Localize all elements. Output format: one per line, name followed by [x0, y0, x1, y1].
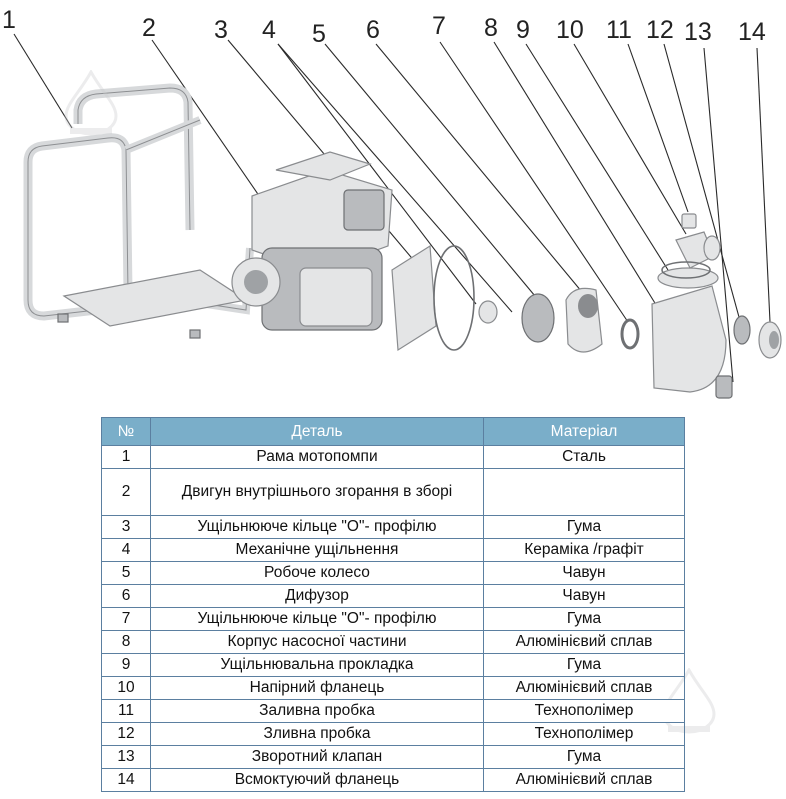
callout-13: 13 — [684, 18, 712, 46]
cell-number: 2 — [102, 469, 151, 516]
cell-material: Чавун — [484, 585, 685, 608]
part-o-ring-3 — [392, 246, 474, 350]
table-row — [102, 677, 685, 700]
cell-material: Технополімер — [484, 723, 685, 746]
part-suction-flange-14 — [759, 322, 781, 358]
callout-numbers — [2, 6, 766, 48]
cell-material — [484, 469, 685, 516]
cell-part: Напірний фланець — [151, 677, 484, 700]
cell-material: Чавун — [484, 562, 685, 585]
table-row — [102, 608, 685, 631]
cell-part: Заливна пробка — [151, 700, 484, 723]
callout-7: 7 — [432, 12, 446, 40]
cell-part: Механічне ущільнення — [151, 539, 484, 562]
table-row — [102, 631, 685, 654]
cell-material: Алюмінієвий сплав — [484, 769, 685, 792]
part-diffuser-6 — [566, 288, 602, 352]
cell-material: Сталь — [484, 446, 685, 469]
callout-8: 8 — [484, 14, 498, 42]
cell-part: Ущільнювальна прокладка — [151, 654, 484, 677]
cell-number: 13 — [102, 746, 151, 769]
table-row — [102, 562, 685, 585]
table-row — [102, 539, 685, 562]
cell-material: Гума — [484, 746, 685, 769]
part-engine — [232, 152, 392, 330]
cell-material: Кераміка /графіт — [484, 539, 685, 562]
table-row — [102, 516, 685, 539]
cell-number: 3 — [102, 516, 151, 539]
header-part: Деталь — [151, 418, 484, 446]
cell-part: Зворотний клапан — [151, 746, 484, 769]
watermark-drop-icon — [62, 70, 120, 136]
cell-number: 14 — [102, 769, 151, 792]
cell-part: Ущільнююче кільце "О"- профілю — [151, 516, 484, 539]
cell-part: Всмоктуючий фланець — [151, 769, 484, 792]
cell-number: 11 — [102, 700, 151, 723]
callout-10: 10 — [556, 16, 584, 44]
cell-number: 4 — [102, 539, 151, 562]
callout-12: 12 — [646, 16, 674, 44]
callout-14: 14 — [738, 18, 766, 46]
cell-number: 12 — [102, 723, 151, 746]
part-check-valve-13 — [734, 316, 750, 344]
cell-part: Корпус насосної частини — [151, 631, 484, 654]
callout-5: 5 — [312, 20, 326, 48]
callout-11: 11 — [606, 16, 632, 44]
table-row — [102, 654, 685, 677]
header-material: Матеріал — [484, 418, 685, 446]
callout-2: 2 — [142, 14, 156, 42]
callout-1: 1 — [2, 6, 16, 34]
cell-part: Рама мотопомпи — [151, 446, 484, 469]
table-header-row — [102, 418, 685, 446]
table-row — [102, 585, 685, 608]
table-row — [102, 700, 685, 723]
part-impeller-5 — [522, 294, 554, 342]
cell-material: Гума — [484, 654, 685, 677]
cell-part: Дифузор — [151, 585, 484, 608]
cell-part: Зливна пробка — [151, 723, 484, 746]
cell-number: 7 — [102, 608, 151, 631]
part-pump-housing-8 — [652, 268, 732, 398]
cell-part: Ущільнююче кільце "О"- профілю — [151, 608, 484, 631]
cell-material: Гума — [484, 516, 685, 539]
cell-material: Алюмінієвий сплав — [484, 631, 685, 654]
part-mechanical-seal-4 — [479, 301, 497, 323]
cell-number: 6 — [102, 585, 151, 608]
cell-material: Алюмінієвий сплав — [484, 677, 685, 700]
table-row — [102, 769, 685, 792]
callout-9: 9 — [516, 16, 530, 44]
header-number: № — [102, 418, 151, 446]
cell-number: 9 — [102, 654, 151, 677]
cell-number: 8 — [102, 631, 151, 654]
cell-number: 5 — [102, 562, 151, 585]
cell-part: Двигун внутрішнього згорання в зборі — [151, 469, 484, 516]
part-o-ring-7 — [622, 320, 638, 348]
cell-material: Технополімер — [484, 700, 685, 723]
table-row — [102, 723, 685, 746]
cell-number: 10 — [102, 677, 151, 700]
callout-6: 6 — [366, 16, 380, 44]
cell-material: Гума — [484, 608, 685, 631]
table-row — [102, 446, 685, 469]
table-row — [102, 746, 685, 769]
cell-part: Робоче колесо — [151, 562, 484, 585]
cell-number: 1 — [102, 446, 151, 469]
table-row — [102, 469, 685, 516]
parts-table — [101, 417, 685, 792]
callout-3: 3 — [214, 16, 228, 44]
callout-4: 4 — [262, 16, 276, 44]
